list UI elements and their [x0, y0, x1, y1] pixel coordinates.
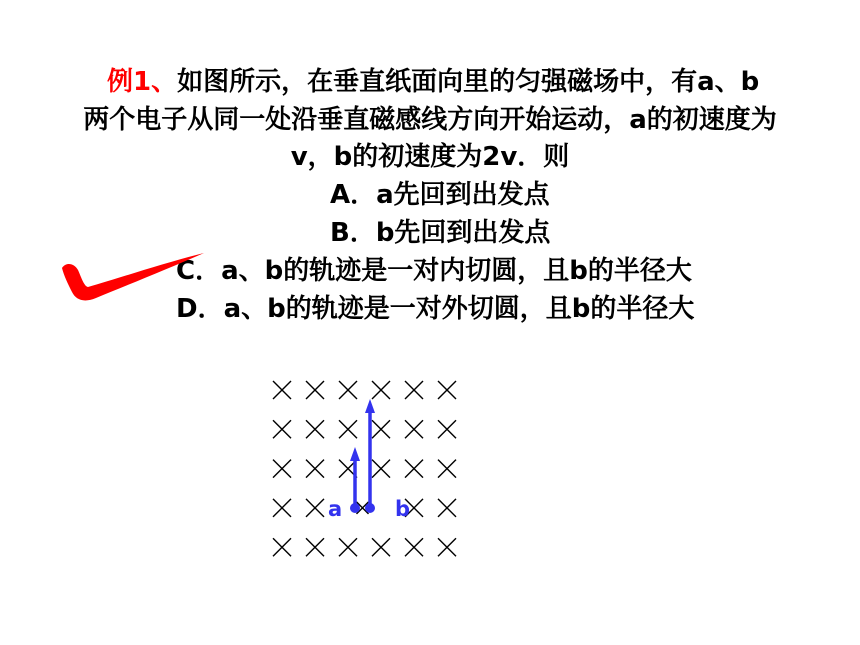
- field-cross-group: [273, 381, 456, 556]
- field-cross-mark: [306, 499, 324, 517]
- velocity-arrow-a: [350, 447, 360, 508]
- field-cross-mark: [273, 460, 291, 478]
- field-cross-mark: [438, 460, 456, 478]
- option-b: B．b先回到出发点: [330, 218, 551, 248]
- field-cross-mark: [405, 538, 423, 556]
- field-cross-mark: [438, 420, 456, 438]
- field-cross-mark: [273, 381, 291, 399]
- example-label: 例1、: [107, 67, 178, 97]
- field-cross-mark: [273, 538, 291, 556]
- field-cross-mark: [438, 381, 456, 399]
- option-a: A．a先回到出发点: [330, 180, 550, 210]
- field-cross-mark: [339, 538, 357, 556]
- velocity-arrow-b: [365, 399, 375, 508]
- electron-b-dot: [365, 503, 375, 513]
- field-cross-mark: [372, 460, 390, 478]
- field-cross-mark: [405, 420, 423, 438]
- question-line-3: v，b的初速度为2v．则: [290, 142, 570, 172]
- field-cross-mark: [273, 420, 291, 438]
- question-line-2: 两个电子从同一处沿垂直磁感线方向开始运动，a的初速度为: [83, 105, 777, 135]
- option-c: C．a、b的轨迹是一对内切圆，且b的半径大: [176, 256, 692, 286]
- question-text-1: 如图所示，在垂直纸面向里的匀强磁场中，有a、b: [177, 67, 760, 97]
- field-cross-mark: [306, 538, 324, 556]
- field-cross-mark: [372, 420, 390, 438]
- field-cross-mark: [372, 538, 390, 556]
- electron-a-dot: [350, 503, 360, 513]
- field-cross-mark: [438, 499, 456, 517]
- field-cross-mark: [339, 420, 357, 438]
- field-cross-mark: [306, 420, 324, 438]
- field-cross-mark: [405, 381, 423, 399]
- field-cross-mark: [438, 538, 456, 556]
- field-cross-mark: [306, 381, 324, 399]
- field-cross-mark: [372, 381, 390, 399]
- field-cross-mark: [306, 460, 324, 478]
- field-cross-mark: [273, 499, 291, 517]
- option-d: D．a、b的轨迹是一对外切圆，且b的半径大: [176, 294, 695, 324]
- field-cross-mark: [405, 460, 423, 478]
- electron-a-label: a: [328, 497, 343, 521]
- field-cross-mark: [339, 381, 357, 399]
- electron-b-label: b: [395, 497, 411, 521]
